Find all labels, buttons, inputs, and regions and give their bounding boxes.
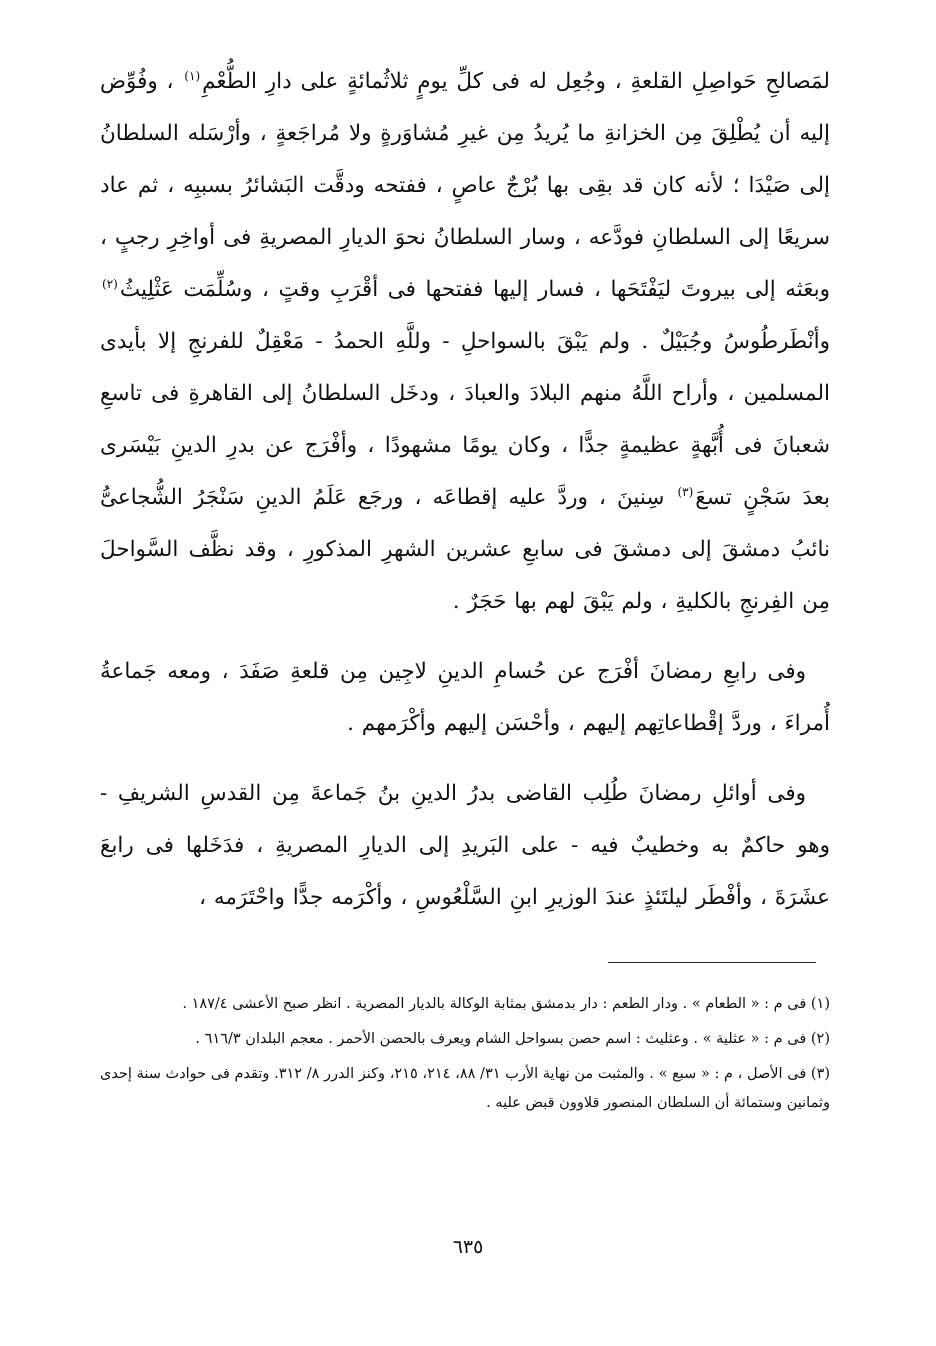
footnote-2: (٢) فى م : « عثلية » . وعثليث : اسم حصن بسواحل الشام ويعرف بالحصن الأحمر . معجم البلدان ٦١٦/٣ . <box>195 1031 830 1047</box>
paragraph-1-part-4: سِنينَ ، وردَّ عليه إقطاعَه ، ورجَع عَلَمُ الدينِ سَنْجَرُ الشُّجاعىُّ نائبُ دمشقَ إلى دمشقَ فى سابعِ عشرين الشهرِ المذكورِ ، وقد نظَّف السَّواحلَ مِن الفِرنجِ بالكليةِ ، ولم يَبْقَ لهم بها حَجَرٌ . <box>100 485 830 614</box>
page-number: ٦٣٥ <box>452 1236 484 1258</box>
paragraph-1-part-3: وأنْطَرطُوسُ وجُبَيْلٌ . ولم يَبْقَ بالسواحلِ - وللَّهِ الحمدُ - مَعْقِلٌ للفرنجِ إلا بأيدى المسلمين ، وأراح اللَّهُ منهم البلادَ والعبادَ ، ودخَل السلطانُ إلى القاهرةِ فى تاسعِ شعبانَ فى أُبَّهةٍ عظيمةٍ جدًّا ، وكان يومًا مشهودًا ، وأفْرَج عن بدرِ الدينِ بَيْسَرى بعدَ سَجْنٍ تسعَ <box>100 329 831 510</box>
footnote-separator <box>608 962 816 963</box>
paragraph-1-part-2: ، وفُوِّض إليه أن يُطْلِقَ مِن الخزانةِ ما يُريدُ مِن غيرِ مُشاوَرةٍ ولا مُراجَعةٍ ، وأرْسَله السلطانُ إلى صَيْدَا ؛ لأنه كان قد بقِى بها بُرْجٌ عاصٍ ، ففتحه ودقَّت البَشائرُ بسببِه ، ثم عاد سريعًا إلى السلطانِ فودَّعه ، وسار السلطانُ نحوَ الديارِ المصريةِ فى أواخِرِ رجبٍ ، وبعَثه إلى بيروتَ ليَفْتَحَها ، فسار إليها ففتحها فى أقْرَبِ وقتٍ ، وسُلِّمَت عَثْلِيثُ <box>100 69 830 302</box>
main-text <box>100 56 830 924</box>
footnote-ref-1: (١) <box>184 68 201 83</box>
footnote-ref-2: (٢) <box>102 276 118 291</box>
footnotes <box>100 990 830 1124</box>
paragraph-2: وفى رابعِ رمضانَ أفْرَج عن حُسامِ الدينِ لاجِين مِن قلعةِ صَفَدَ ، ومعه جَماعةُ أُمراءَ ، وردَّ إقْطاعاتِهم إليهم ، وأحْسَن إليهم وأكْرَمهم . <box>100 659 830 736</box>
paragraph-3: وفى أوائلِ رمضانَ طُلِب القاضى بدرُ الدينِ بنُ جَماعةَ مِن القدسِ الشريفِ - وهو حاكمٌ به وخطيبٌ فيه - على البَريدِ إلى الديارِ المصريةِ ، فدَخَلها فى رابعَ عشَرَةَ ، وأفْطَر ليلتَئذٍ عندَ الوزيرِ ابنِ السَّلْعُوسِ ، وأكْرَمه جدًّا واحْتَرَمه ، <box>100 781 830 910</box>
footnote-ref-3: (٣) <box>677 484 694 499</box>
paragraph-1 <box>100 56 830 628</box>
paragraph-1-part-1: لمَصالحِ حَواصِلِ القلعةِ ، وجُعِل له فى كلِّ يومٍ ثلاثُمائةٍ على دارِ الطُّعْمِ <box>202 69 830 94</box>
footnote-1: (١) فى م : « الطعام » . ودار الطعم : دار بدمشق بمثابة الوكالة بالديار المصرية . انظر صبح الأعشى ١٨٧/٤ . <box>182 996 830 1012</box>
footnote-3: (٣) فى الأصل ، م : « سبع » . والمثبت من نهاية الأرب ٣١/ ٨٨، ٢١٤، ٢١٥، وكنز الدرر ٨/ ٣١٢. وتقدم فى حوادث سنة إحدى وثمانين وستمائة أن السلطان المنصور قلاوون قبض عليه . <box>100 1066 831 1111</box>
